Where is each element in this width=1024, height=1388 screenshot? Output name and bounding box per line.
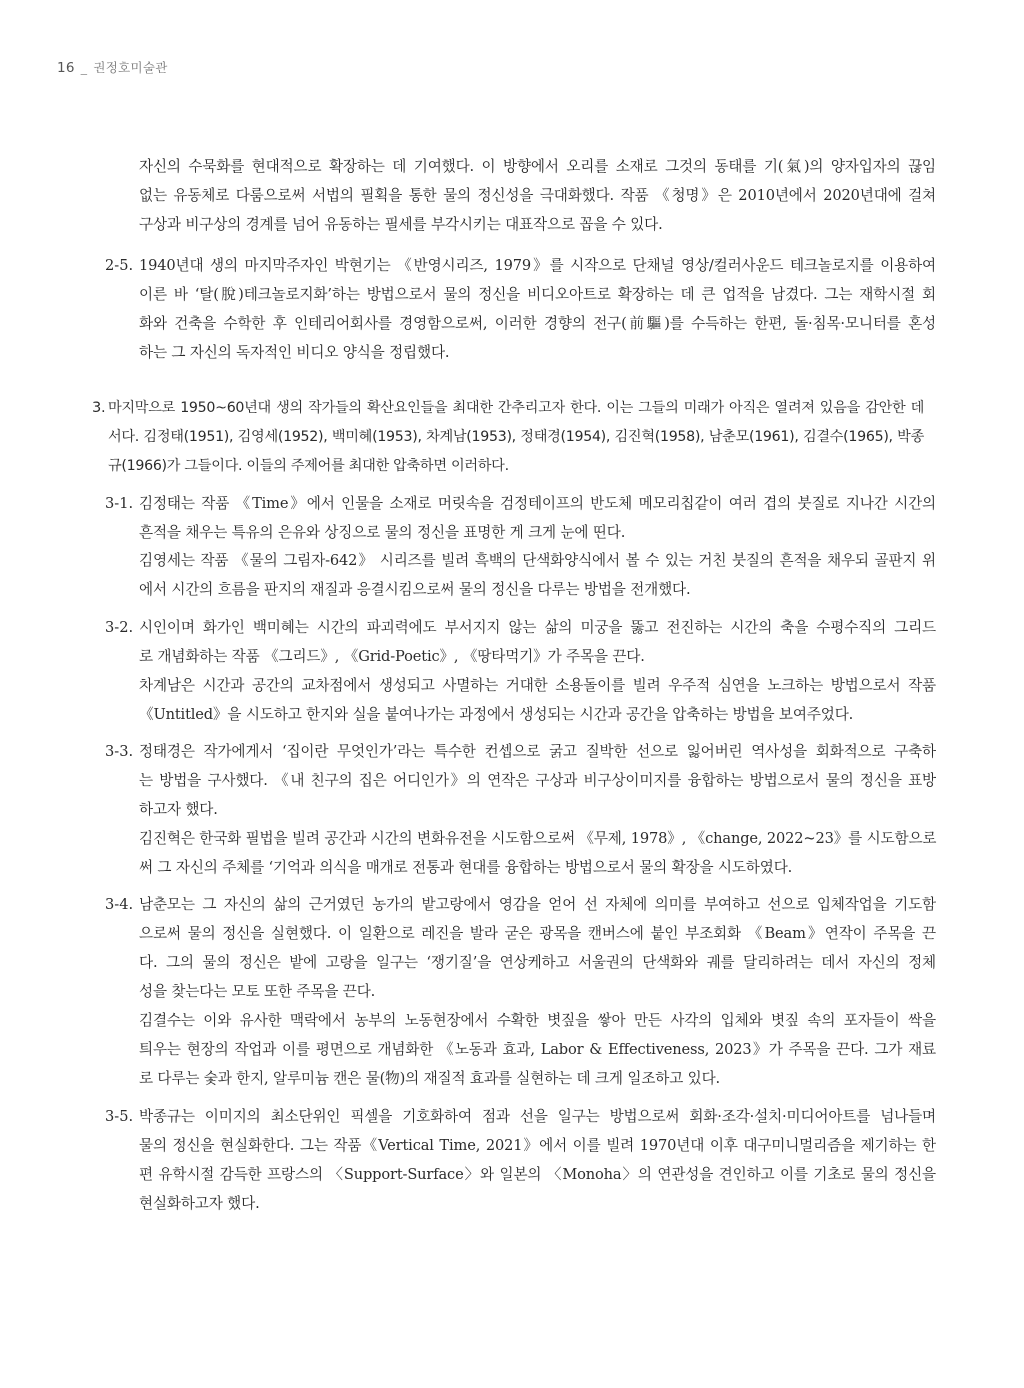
section-marker: 3-4. [105, 896, 134, 913]
section-marker: 3-1. [105, 495, 134, 512]
body-line: 서다. 김정태(1951), 김영세(1952), 백미혜(1953), 차계남(1953), 정태경(1954), 김진혁(1958), 남춘모(1961), 김결수(1965), 박종 [108, 429, 924, 445]
body-line: 1940년대 생의 마지막주자인 박현기는 《반영시리즈, 1979》를 시작으로 단채널 영상/컬러사운드 테크놀로지를 이용하여 [139, 257, 936, 274]
body-line: 남춘모는 그 자신의 삶의 근거였던 농가의 밭고랑에서 영감을 얻어 선 자체에 의미를 부여하고 선으로 입체작업을 기도함 [139, 896, 936, 913]
body-line: 에서 시간의 흐름을 판지의 재질과 응결시킴으로써 물의 정신을 다루는 방법을 전개했다. [139, 581, 691, 598]
section-marker: 3-5. [105, 1108, 134, 1125]
body-line: 하고자 했다. [139, 801, 218, 818]
body-line: 성을 찾는다는 모토 또한 주목을 끈다. [139, 983, 376, 1000]
body-line: 박종규는 이미지의 최소단위인 픽셀을 기호화하여 점과 선을 일구는 방법으로써 회화·조각·설치·미디어아트를 넘나들며 [139, 1108, 936, 1125]
page-header [57, 58, 168, 76]
body-line: 로 다루는 숯과 한지, 알루미늄 캔은 물(物)의 재질적 효과를 실현하는 데 크게 일조하고 있다. [139, 1070, 721, 1087]
body-line: 구상과 비구상의 경계를 넘어 유동하는 필세를 부각시키는 대표작으로 꼽을 수 있다. [139, 216, 663, 233]
header-separator: _ [80, 60, 88, 75]
body-line: 으로써 물의 정신을 실현했다. 이 일환으로 레진을 발라 굳은 광목을 캔버스에 붙인 부조회화 《Beam》연작이 주목을 끈 [139, 925, 936, 942]
body-line: 마지막으로 1950~60년대 생의 작가들의 확산요인들을 최대한 간추리고자 한다. 이는 그들의 미래가 아직은 열려져 있음을 감안한 데 [108, 400, 924, 416]
body-line: 현실화하고자 했다. [139, 1195, 260, 1212]
body-line: 김영세는 작품 《물의 그림자-642》 시리즈를 빌려 흑백의 단색화양식에서 볼 수 있는 거친 붓질의 흔적을 채우되 골판지 위 [139, 552, 936, 569]
section-marker: 3-2. [105, 619, 134, 636]
publication-name: 권정호미술관 [93, 60, 168, 75]
section-marker: 2-5. [105, 257, 134, 274]
section-marker: 3. [92, 399, 106, 416]
body-line: 김정태는 작품 《Time》에서 인물을 소재로 머릿속을 검정테이프의 반도체 메모리칩같이 여러 겹의 붓질로 지나간 시간의 [139, 495, 936, 512]
body-line: 차계남은 시간과 공간의 교차점에서 생성되고 사멸하는 거대한 소용돌이를 빌려 우주적 심연을 노크하는 방법으로서 작품 [139, 677, 936, 694]
body-line: 규(1966)가 그들이다. 이들의 주제어를 최대한 압축하면 이러하다. [108, 458, 509, 474]
body-line: 화와 건축을 수학한 후 인테리어회사를 경영함으로써, 이러한 경향의 전구(前驅)를 수득하는 한편, 돌·침목·모니터를 혼성 [139, 315, 936, 332]
body-line: 는 방법을 구사했다. 《내 친구의 집은 어디인가》의 연작은 구상과 비구상이미지를 융합하는 방법으로서 물의 정신을 표방 [139, 772, 936, 789]
section-marker: 3-3. [105, 743, 134, 760]
body-line: 흔적을 채우는 특유의 은유와 상징으로 물의 정신을 표명한 게 크게 눈에 띤다. [139, 524, 626, 541]
body-line: 틔우는 현장의 작업과 이를 평면으로 개념화한 《노동과 효과, Labor & Effectiveness, 2023》가 주목을 끈다. 그가 재료 [139, 1041, 936, 1058]
body-line: 다. 그의 물의 정신은 밭에 고랑을 일구는 ‘쟁기질’을 연상케하고 서울권의 단색화와 궤를 달리하려는 데서 자신의 정체 [139, 954, 936, 971]
body-line: 김결수는 이와 유사한 맥락에서 농부의 노동현장에서 수확한 볏짚을 쌓아 만든 사각의 입체와 볏짚 속의 포자들이 싹을 [139, 1012, 936, 1029]
body-line: 써 그 자신의 주체를 ‘기억과 의식을 매개로 전통과 현대를 융합하는 방법으로서 물의 확장을 시도하였다. [139, 859, 793, 876]
body-line: 김진혁은 한국화 필법을 빌려 공간과 시간의 변화유전을 시도함으로써 《무제, 1978》, 《change, 2022~23》를 시도함으로 [139, 830, 937, 847]
body-line: 편 유학시절 감득한 프랑스의 〈Support-Surface〉와 일본의 〈Monoha〉의 연관성을 견인하고 이를 기초로 물의 정신을 [139, 1166, 936, 1183]
body-line: 《Untitled》을 시도하고 한지와 실을 붙여나가는 과정에서 생성되는 시간과 공간을 압축하는 방법을 보여주었다. [139, 706, 854, 723]
body-line: 물의 정신을 현실화한다. 그는 작품《Vertical Time, 2021》에서 이를 빌려 1970년대 이후 대구미니멀리즘을 제기하는 한 [139, 1137, 936, 1154]
page-number: 16 [57, 60, 75, 76]
body-line: 이른 바 ‘탈(脫)테크놀로지화’하는 방법으로서 물의 정신을 비디오아트로 확장하는 데 큰 업적을 남겼다. 그는 재학시절 회 [139, 286, 936, 303]
body-line: 자신의 수묵화를 현대적으로 확장하는 데 기여했다. 이 방향에서 오리를 소재로 그것의 동태를 기(氣)의 양자입자의 끊임 [139, 158, 936, 175]
body-line: 정태경은 작가에게서 ‘집이란 무엇인가’라는 특수한 컨셉으로 굵고 질박한 선으로 잃어버린 역사성을 회화적으로 구축하 [139, 743, 936, 760]
body-line: 하는 그 자신의 독자적인 비디오 양식을 정립했다. [139, 344, 450, 361]
body-line: 없는 유동체로 다룸으로써 서법의 필획을 통한 물의 정신성을 극대화했다. 작품 《청명》은 2010년에서 2020년대에 걸쳐 [139, 187, 936, 204]
body-line: 시인이며 화가인 백미혜는 시간의 파괴력에도 부서지지 않는 삶의 미궁을 뚫고 전진하는 시간의 축을 수평수직의 그리드 [139, 619, 936, 636]
body-line: 로 개념화하는 작품 《그리드》, 《Grid-Poetic》, 《땅타먹기》가 주목을 끈다. [139, 648, 645, 665]
